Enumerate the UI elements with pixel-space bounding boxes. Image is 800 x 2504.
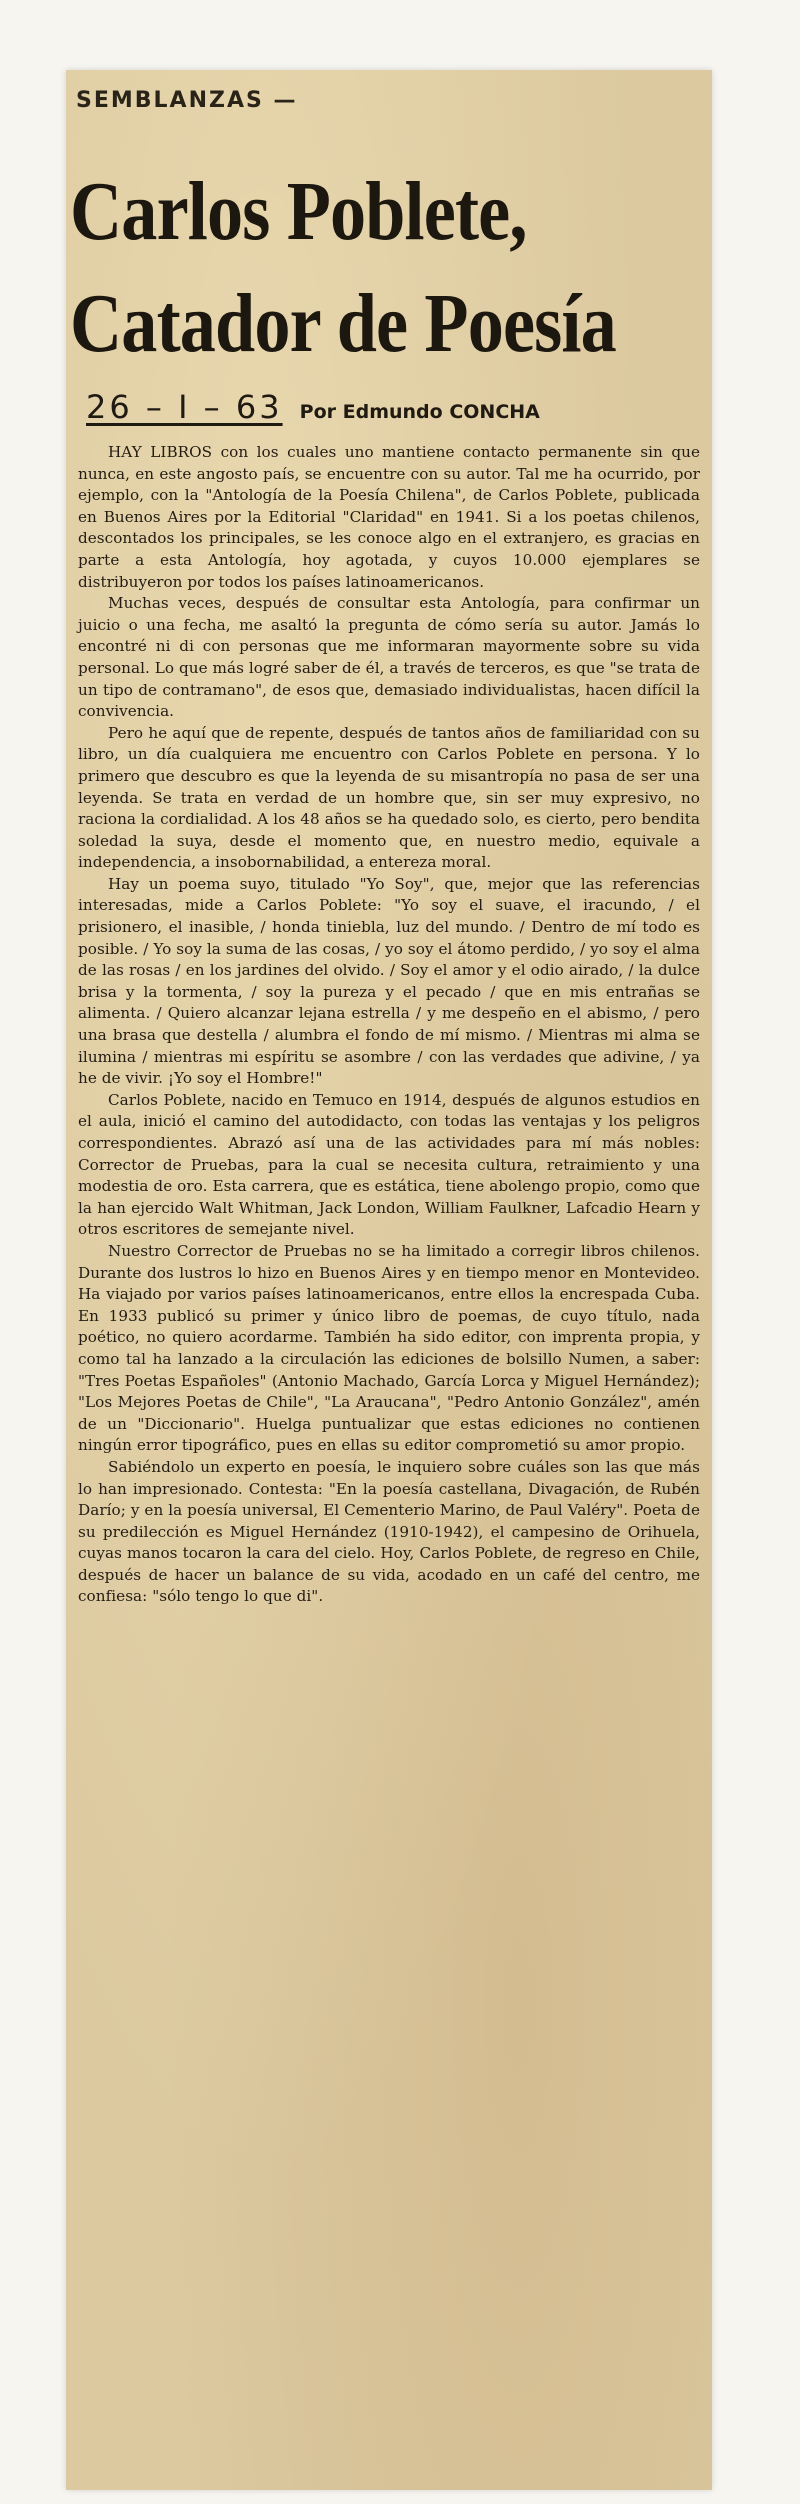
paragraph-5: Carlos Poblete, nacido en Temuco en 1914, después de algunos estudios en el aula, inició el camino del autodidacto, con todas las ventajas y los peligros correspondientes. Abrazó así una de las actividades para mí más nobles: Corrector de Pruebas, para la cual se necesita cultura, retraimiento y una modestia de oro. Esta carrera, que es estática, tiene abolengo propio, como que la han ejercido Walt Whitman, Jack London, William Faulkner, Lafcadio Hearn y otros escritores de semejante nivel.	[78, 1090, 700, 1239]
paragraph-1: HAY LIBROS con los cuales uno mantiene contacto permanente sin que nunca, en este angosto país, se encuentre con su autor. Tal me ha ocurrido, por ejemplo, con la "Antología de la Poesía Chilena", de Carlos Poblete, publicada en Buenos Aires por la Editorial "Claridad" en 1941. Si a los poetas chilenos, descontados los principales, se les conoce algo en el extranjero, es gracias en parte a esta Antología, hoy agotada, y cuyos 10.000 ejemplares se distribuyeron por todos los países latinoamericanos.	[78, 443, 700, 591]
paragraph-2: Muchas veces, después de consultar esta Antología, para confirmar un juicio o una fecha, me asaltó la pregunta de cómo sería su autor. Jamás lo encontré ni di con personas que me informaran mayormente sobre su vida personal. Lo que más logré saber de él, a través de terceros, es que "se trata de un tipo de contramano", de esos que, demasiado individualistas, hacen difícil la convivencia.	[78, 594, 700, 721]
paragraph-7: Sabiéndolo un experto en poesía, le inquiero sobre cuáles son las que más lo han impresionado. Contesta: "En la poesía castellana, Divagación, de Rubén Darío; y en la poesía universal, El Cementerio Marino, de Paul Valéry". Poeta de su predilección es Miguel Hernández (1910-1942), el campesino de Orihuela, cuyas manos tocaron la cara del cielo. Hoy, Carlos Poblete, de regreso en Chile, después de hacer un balance de su vida, acodado en un café del centro, me confiesa: "sólo tengo lo que di".	[78, 1457, 700, 1606]
paragraph-3: Pero he aquí que de repente, después de tantos años de familiaridad con su libro, un día cualquiera me encuentro con Carlos Poblete en persona. Y lo primero que descubro es que la leyenda de su misantropía no pasa de ser una leyenda. Se trata en verdad de un hombre que, sin ser muy expresivo, no raciona la cordialidad. A los 48 años se ha quedado solo, es cierto, pero bendita soledad la suya, desde el momento que, en nuestro medio, equivale a independencia, a insobornabilidad, a entereza moral.	[78, 723, 700, 872]
article-title	[70, 156, 617, 380]
paragraph-6: Nuestro Corrector de Pruebas no se ha limitado a corregir libros chilenos. Durante dos lustros lo hizo en Buenos Aires y en tiempo menor en Montevideo. Ha viajado por varios países latinoamericanos, entre ellos la encrespada Cuba. En 1933 publicó su primer y único libro de poemas, de cuyo título, nada poético, no quiero acordarme. También ha sido editor, con imprenta propia, y como tal ha lanzado a la circulación las ediciones de bolsillo Numen, a saber: "Tres Poetas Españoles" (Antonio Machado, García Lorca y Miguel Hernández); "Los Mejores Poetas de Chile", "La Araucana", "Pedro Antonio González", amén de un "Diccionario". Huelga puntualizar que estas ediciones no contienen ningún error tipográfico, pues en ellas su editor comprometió su amor propio.	[78, 1241, 700, 1455]
section-label: SEMBLANZAS —	[76, 88, 298, 113]
paragraph-4: Hay un poema suyo, titulado "Yo Soy", que, mejor que las referencias interesadas, mide a Carlos Poblete: "Yo soy el suave, el iracundo, / el prisionero, el inasible, / honda tiniebla, luz del mundo. / Dentro de mí todo es posible. / Yo soy la suma de las cosas, / yo soy el átomo perdido, / yo soy el alma de las rosas / en los jardines del olvido. / Soy el amor y el odio airado, / la dulce brisa y la tormenta, / soy la pureza y el pecado / que en mis entrañas se alimenta. / Quiero alcanzar lejana estrella / y me despeño en el abismo, / pero una brasa que destella / alumbra el fondo de mí mismo. / Mientras mi alma se ilumina / mientras mi espíritu se asombre / con las verdades que adivine, / ya he de vivir. ¡Yo soy el Hombre!"	[78, 874, 700, 1088]
article-body	[78, 442, 700, 1608]
handwritten-date: 26 – I – 63	[86, 388, 283, 426]
title-line-2: Catador de Poesía	[70, 277, 616, 370]
newspaper-clipping	[66, 70, 712, 2490]
title-line-1: Carlos Poblete,	[70, 165, 527, 258]
dateline	[86, 388, 706, 426]
author-byline: Por Edmundo CONCHA	[299, 401, 540, 423]
